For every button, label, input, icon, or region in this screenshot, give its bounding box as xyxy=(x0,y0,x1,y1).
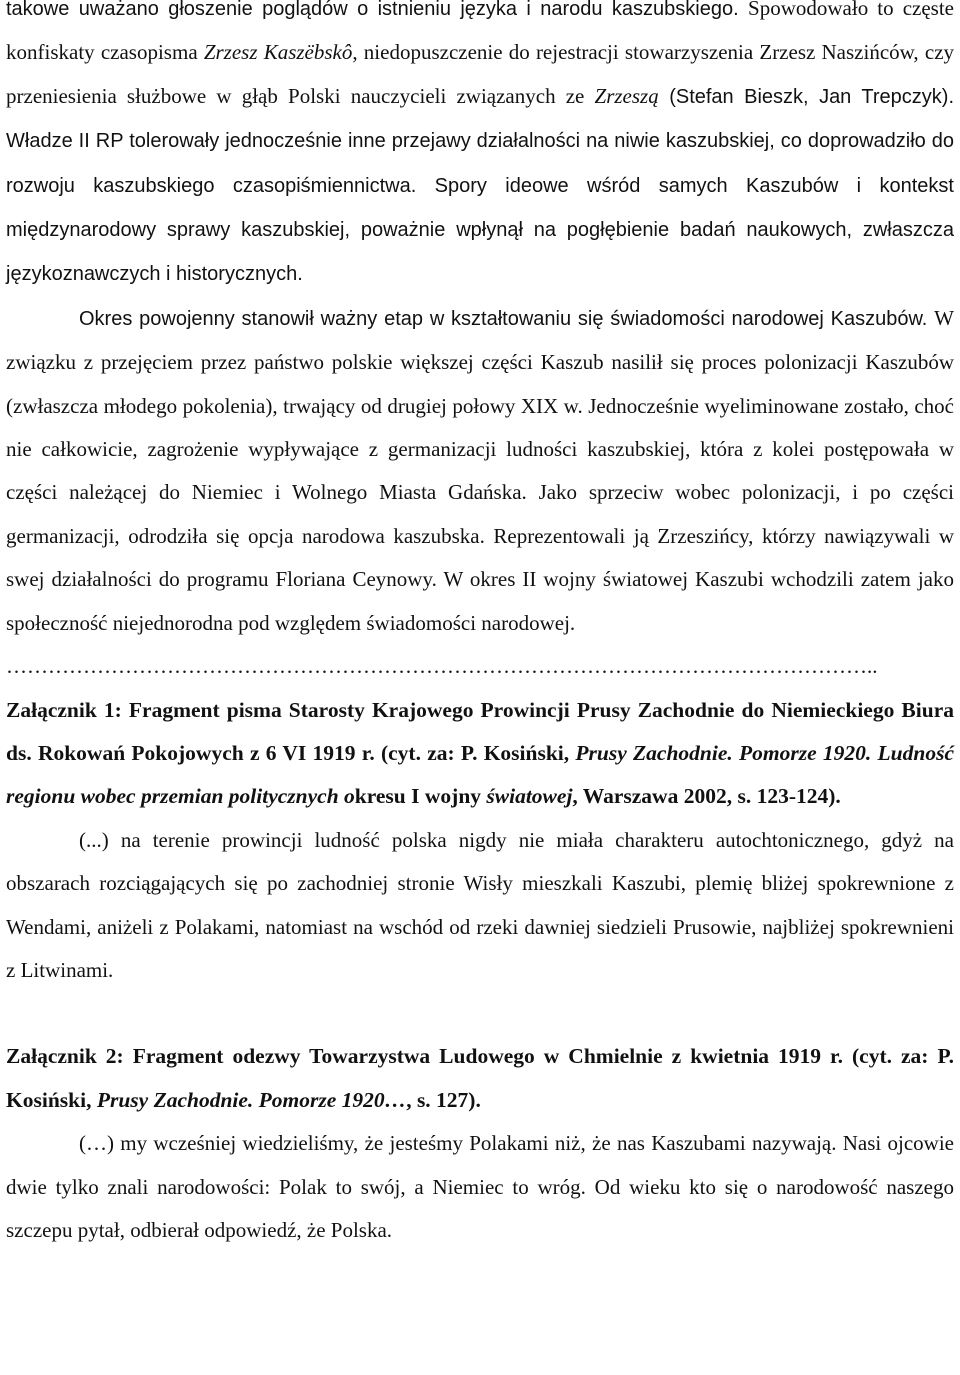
annex-2-heading xyxy=(6,1035,954,1122)
annex-1-heading xyxy=(6,689,954,819)
italic-title: Zrzesz Kaszëbskô xyxy=(203,40,353,65)
text-run: Spowodowało to częste konfiskaty czasopisma xyxy=(6,0,954,65)
annex-1-text: (...) na terenie prowincji ludność polska nigdy nie miała charakteru autochtonicznego, gdyż na obszarach rozciągających się po zachodniej stronie Wisły mieszkali Kaszubi, plemię bliżej spokrewnione z Wendami, aniżeli z Polakami, natomiast na wschód od rzeki dawniej siedzieli Prusowie, najbliżej spokrewnieni z Litwinami. xyxy=(6,827,954,982)
italic-name: Zrzeszą xyxy=(594,83,659,108)
paragraph-zrzesz xyxy=(6,0,954,297)
text-run: , niedopuszczenie do rejestracji stowarzyszenia Zrzesz Naszińców, czy przeniesienia służbowe w głąb Polski nauczycieli związanych ze xyxy=(6,40,955,108)
text-run: Okres powojenny stanowił ważny etap w kształtowaniu się świadomości narodowej Kaszubów. xyxy=(79,307,935,330)
heading-run: , Warszawa 2002, s. 123-124). xyxy=(572,784,841,809)
text-run: takowe uważano głoszenie poglądów o istnieniu języka i narodu kaszubskiego. xyxy=(6,0,749,20)
heading-run: Załącznik 1: Fragment pisma Starosty Krajowego Prowincji Prusy Zachodnie do Niemieckiego Biura ds. Rokowań Pokojowych z 6 VI 1919 r. (cyt. za: P. Kosiński, xyxy=(6,697,954,765)
separator-dots: …………………………………………………………………………………………………………….. xyxy=(6,654,878,679)
heading-italic: Prusy Zachodnie. Pomorze 1920. Ludność regionu wobec przemian politycznych o xyxy=(6,740,954,809)
text-run: W związku z przejęciem przez państwo polskie większej części Kaszub nasilił się proces polonizacji Kaszubów (zwłaszcza młodego pokolenia), trwający od drugiej połowy XIX w. Jednocześnie wyeliminowane zostało, choć nie całkowicie, zagrożenie wypływające z germanizacji ludności kaszubskiej, która z kolei postępowała w części należącej do Niemiec i Wolnego Miasta Gdańska. Jako sprzeciw wobec polonizacji, i po części germanizacji, odrodziła się opcja narodowa kaszubska. Reprezentowali ją Zrzeszińcy, którzy nawiązywali w swej działalności do programu Floriana Ceynowy. W okres II wojny światowej Kaszubi wchodzili zatem jako społeczność niejednorodna pod względem świadomości narodowej. xyxy=(6,305,954,635)
heading-run: , s. 127). xyxy=(406,1087,481,1112)
spacer xyxy=(6,992,954,1035)
heading-run: Załącznik 2: Fragment odezwy Towarzystwa Ludowego w Chmielnie z kwietnia 1919 r. (cyt. za: P. Kosiński, xyxy=(6,1044,954,1112)
paragraph-postwar xyxy=(6,297,954,645)
heading-italic: światowej xyxy=(486,784,573,809)
annex-2-text: (…) my wcześniej wiedzieliśmy, że jesteśmy Polakami niż, że nas Kaszubami nazywają. Nasi ojcowie dwie tylko znali narodowości: Polak to swój, a Niemiec to wróg. Od wieku kto się o narodowość naszego szczepu pytał, odbierał odpowiedź, że Polska. xyxy=(6,1131,954,1242)
heading-run: kresu I wojny xyxy=(354,784,487,809)
text-run: (Stefan Bieszk, Jan Trepczyk). Władze II RP tolerowały jednocześnie inne przejawy działalności na niwie kaszubskiej, co doprowadziło do rozwoju kaszubskiego czasopiśmiennictwa. Spory ideowe wśród samych Kaszubów i kontekst międzynarodowy sprawy kaszubskiej, poważnie wpłynął na pogłębienie badań naukowych, zwłaszcza językoznawczych i historycznych. xyxy=(6,85,955,286)
heading-italic: Prusy Zachodnie. Pomorze 1920… xyxy=(96,1087,407,1112)
